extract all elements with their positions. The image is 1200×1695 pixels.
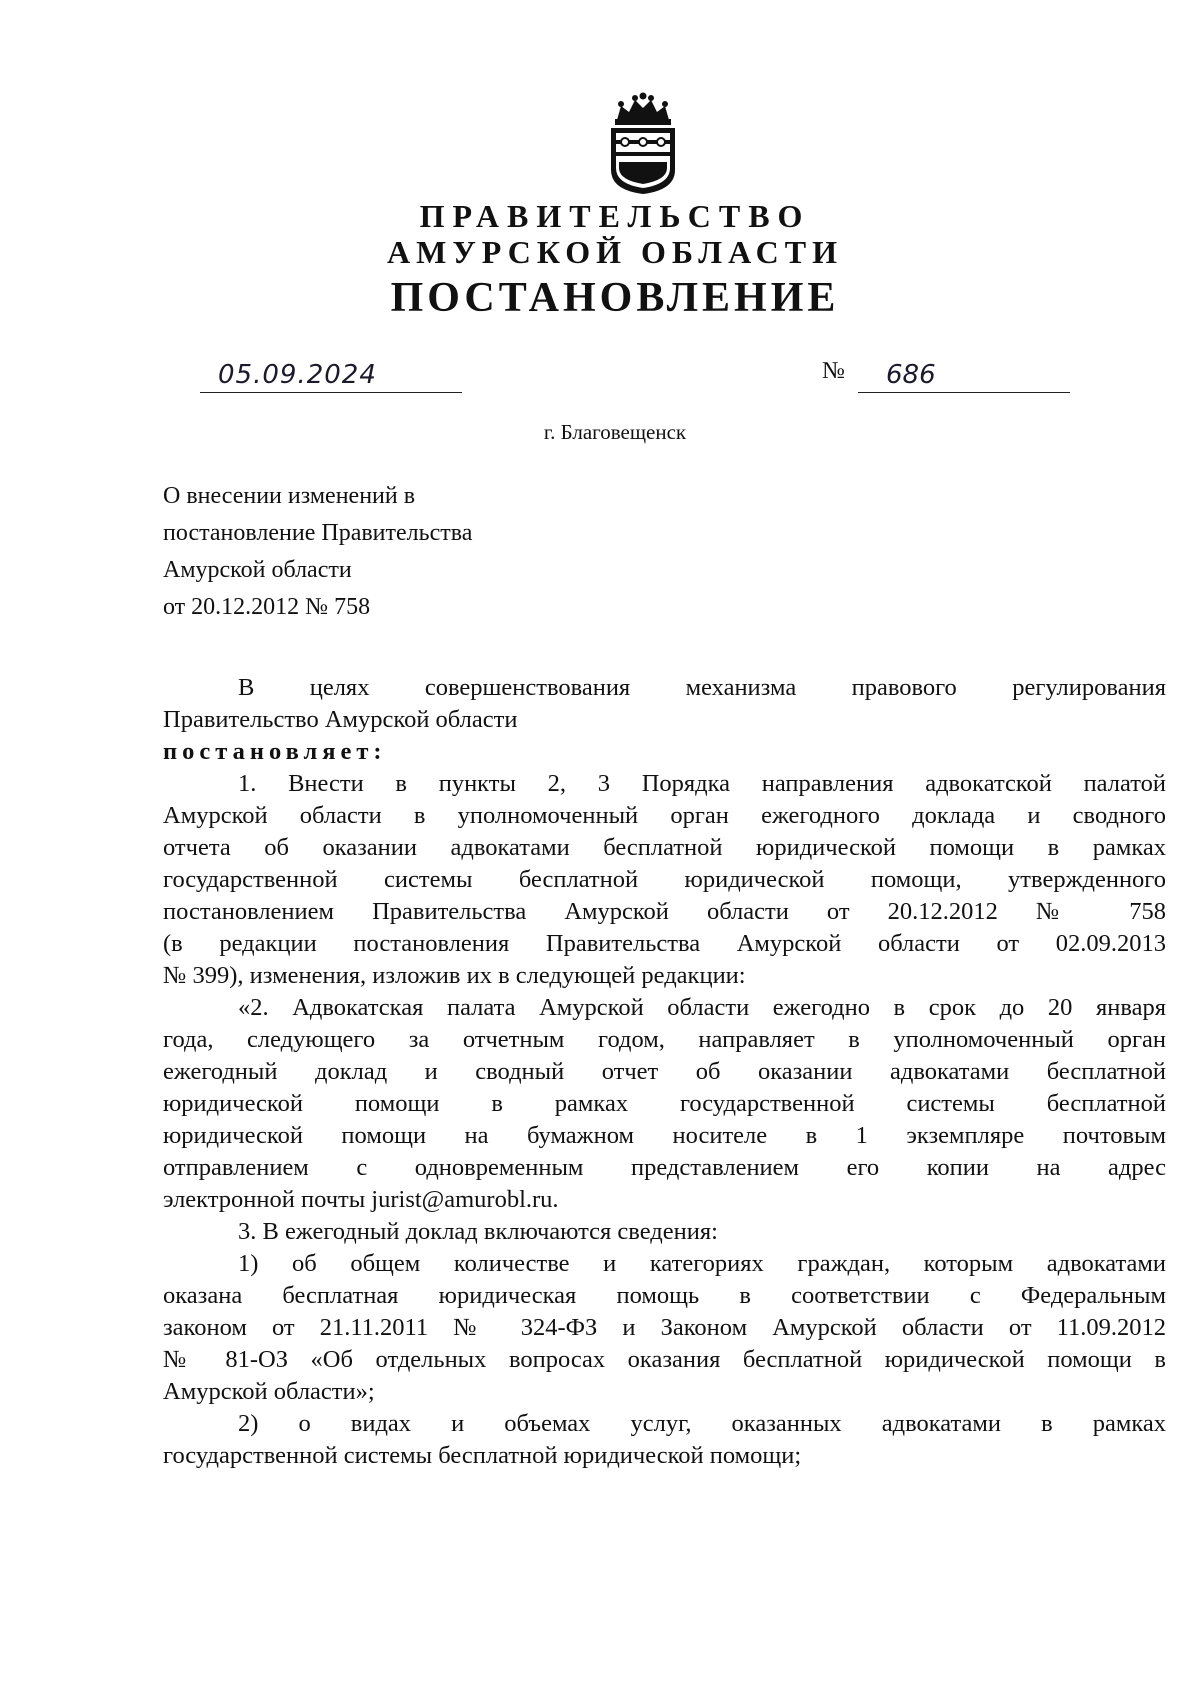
document-body [163,672,1166,1472]
subject-line: от 20.12.2012 № 758 [163,594,371,620]
date-field [200,352,462,393]
subitem1-line: № 81-ОЗ «Об отдельных вопросах оказания бесплатной юридической помощи в [163,1346,1166,1373]
subitem1-line: 1) об общем количестве и категориях граждан, которым адвокатами [238,1250,1166,1277]
organization-name-line2: АМУРСКОЙ ОБЛАСТИ [387,234,843,270]
organization-name-line1: ПРАВИТЕЛЬСТВО [419,198,811,234]
subitem2-line: государственной системы бесплатной юридической помощи; [163,1442,802,1469]
item1-line: Амурской области в уполномоченный орган ежегодного доклада и сводного [163,802,1166,829]
item2-line: отправлением с одновременным представлением его копии на адрес [163,1154,1166,1181]
item2-line: электронной почты jurist@amurobl.ru. [163,1186,559,1213]
number-field [858,350,1070,393]
document-number: 686 [886,360,936,390]
preamble-line: Правительство Амурской области [163,706,518,733]
document-type-title: ПОСТАНОВЛЕНИЕ [390,275,840,321]
subitem1-line: законом от 21.11.2011 № 324-ФЗ и Законом Амурской области от 11.09.2012 [163,1314,1166,1341]
item2-line: года, следующего за отчетным годом, направляет в уполномоченный орган [163,1026,1166,1053]
document-subject [163,478,683,626]
item2-line: юридической помощи на бумажном носителе в 1 экземпляре почтовым [163,1122,1166,1149]
item3-line: 3. В ежегодный доклад включаются сведения: [238,1218,718,1245]
subitem1-line: Амурской области»; [163,1378,375,1405]
item2-line: ежегодный доклад и сводный отчет об оказании адвокатами бесплатной [163,1058,1166,1085]
item2-line: «2. Адвокатская палата Амурской области ежегодно в срок до 20 января [238,994,1166,1021]
number-label: № [822,358,845,384]
city-name: г. Благовещенск [543,420,687,444]
resolves-keyword: постановляет: [163,738,387,765]
amur-oblast-coat-of-arms-icon [603,92,683,196]
item1-line: 1. Внести в пункты 2, 3 Порядка направления адвокатской палатой [238,770,1166,797]
subject-line: постановление Правительства [163,520,473,546]
item2-line: юридической помощи в рамках государственной системы бесплатной [163,1090,1166,1117]
subitem2-line: 2) о видах и объемах услуг, оказанных адвокатами в рамках [238,1410,1166,1437]
preamble-line: В целях совершенствования механизма правового регулирования [238,674,1166,701]
document-date: 05.09.2024 [218,360,377,390]
item1-line: № 399), изменения, изложив их в следующей редакции: [163,962,746,989]
item1-line: отчета об оказании адвокатами бесплатной юридической помощи в рамках [163,834,1166,861]
item1-line: государственной системы бесплатной юридической помощи, утвержденного [163,866,1166,893]
item1-line: (в редакции постановления Правительства Амурской области от 02.09.2013 [163,930,1166,957]
subitem1-line: оказана бесплатная юридическая помощь в соответствии с Федеральным [163,1282,1166,1309]
subject-line: О внесении изменений в [163,483,416,509]
item1-line: постановлением Правительства Амурской области от 20.12.2012 № 758 [163,898,1166,925]
subject-line: Амурской области [163,557,352,583]
